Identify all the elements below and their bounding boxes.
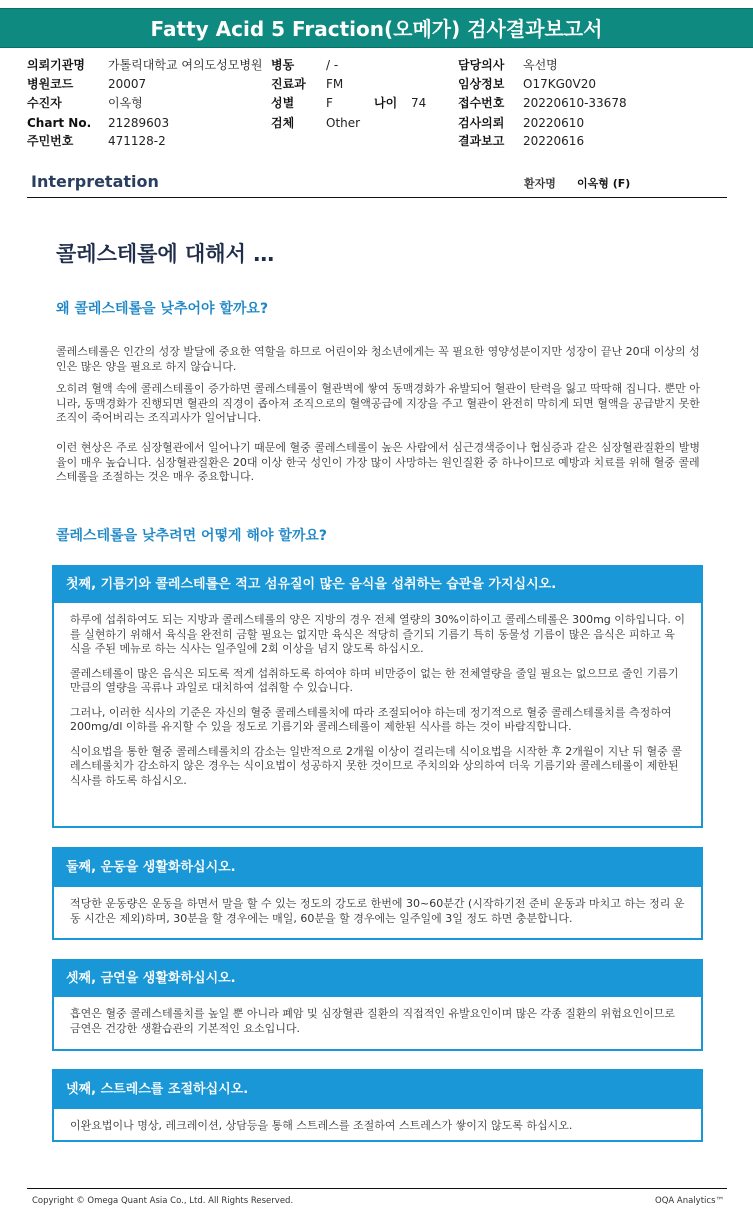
footer-brand: OQA Analytics™ <box>655 1196 724 1206</box>
result-label: 결과보고 <box>458 134 505 148</box>
tip-box-stress-title: 넷째, 스트레스를 조절하십시오. <box>54 1071 701 1109</box>
main-heading: 콜레스테롤에 대해서 … <box>56 242 275 266</box>
section1-heading: 왜 콜레스테롤을 낮추어야 할까요? <box>56 301 269 317</box>
footer-copyright: Copyright © Omega Quant Asia Co., Ltd. All Rights Reserved. <box>32 1196 294 1206</box>
interpretation-header <box>27 172 727 198</box>
sex-value: F <box>326 96 333 110</box>
tip-box-diet-paragraph-4: 식이요법을 통한 혈중 콜레스테롤치의 감소는 일반적으로 2개월 이상이 걸리는데 식이요법을 시작한 후 2개월이 지난 뒤 혈중 콜레스테롤치가 감소하지 않은 경우는 식이요법이 성공하지 못한 것이므로 주치의와 상의하여 더욱 기름기와 콜레스테롤이 제한된 식사를 하도록 하십시오. <box>70 744 682 787</box>
report-title: Fatty Acid 5 Fraction(오메가) 검사결과보고서 <box>0 8 753 48</box>
request-value: 20220610 <box>523 116 585 130</box>
section1-paragraph-2: 오히려 혈액 속에 콜레스테롤이 증가하면 콜레스테롤이 혈관벽에 쌓여 동맥경화가 유발되어 혈관이 탄력을 잃고 딱딱해 집니다. 뿐만 아니라, 동맥경화가 진행되면 혈관의 직경이 좁아져 조직으로의 혈액공급에 지장을 주고 혈관이 완전히 막히게 되면 혈액을 공급받지 못한 조직이 죽어버리는 조직괴사가 일어납니다. <box>56 382 700 424</box>
specimen-label: 검체 <box>271 116 295 130</box>
chart-no-label: Chart No. <box>27 116 92 130</box>
tip-box-diet-paragraph-3: 그러나, 이러한 식사의 기준은 자신의 혈중 콜레스테롤치에 따라 조절되어야 하는데 정기적으로 혈중 콜레스테롤치를 측정하여 200mg/dl 이하를 유지할 수 있을 정도로 기름기와 콜레스테롤이 제한된 식사를 하는 것이 바람직합니다. <box>70 705 672 733</box>
hospital-row <box>27 57 85 73</box>
tip-box-smoking-title: 셋째, 금연을 생활화하십시오. <box>54 961 701 997</box>
tip-box-exercise-paragraph: 적당한 운동량은 운동을 하면서 말을 할 수 있는 정도의 강도로 한번에 30~60분간 (시작하기전 준비 운동과 마치고 하는 정리 운동 시간은 제외)하며, 30분을 할 경우에는 매일, 60분을 할 경우에는 일주일에 3일 정도 하면 충분합니다. <box>70 897 685 925</box>
tip-box-diet-paragraph-1: 하루에 섭취하여도 되는 지방과 콜레스테롤의 양은 지방의 경우 전체 열량의 30%이하이고 콜레스테롤은 300mg 이하입니다. 이를 실현하기 위해서 육식을 완전히 금할 필요는 없지만 육식은 적당히 즐기되 기름기 특히 동물성 기름이 많은 음식은 피하고 육식을 주된 메뉴로 하는 식사는 일주일에 2회 이상을 넘지 않도록 하십시오. <box>70 613 686 655</box>
clinical-value: O17KG0V20 <box>523 77 596 91</box>
doctor-label: 담당의사 <box>458 58 505 72</box>
chart-no-value: 21289603 <box>108 116 170 130</box>
section1-paragraph-1: 콜레스테롤은 인간의 성장 발달에 중요한 역할을 하므로 어린이와 청소년에게는 꼭 필요한 영양성분이지만 성장이 끝난 20대 이상의 성인은 많은 양을 필요로 하지 않습니다. <box>56 345 700 373</box>
dept-label: 진료과 <box>271 77 306 91</box>
interpretation-title: Interpretation <box>31 172 159 191</box>
age-value: 74 <box>411 96 427 110</box>
ward-value: / - <box>326 58 339 72</box>
doctor-value: 옥선명 <box>523 58 558 72</box>
reception-value: 20220610-33678 <box>523 96 627 110</box>
age-label: 나이 <box>374 96 398 110</box>
tip-box-stress <box>52 1069 703 1142</box>
request-label: 검사의뢰 <box>458 116 505 130</box>
hospital-value: 가톨릭대학교 여의도성모병원 <box>108 58 263 72</box>
hospital-label: 의뢰기관명 <box>27 58 85 72</box>
code-value: 20007 <box>108 77 147 91</box>
tip-box-diet <box>52 565 703 828</box>
result-value: 20220616 <box>523 134 585 148</box>
tip-box-stress-paragraph: 이완요법이나 명상, 레크레이션, 상담등을 통해 스트레스를 조절하여 스트레스가 쌓이지 않도록 하십시오. <box>70 1119 573 1132</box>
code-label: 병원코드 <box>27 77 74 91</box>
sex-label: 성별 <box>271 96 295 110</box>
patient-name-label: 환자명 <box>524 177 556 190</box>
clinical-label: 임상정보 <box>458 77 505 91</box>
tip-box-smoking <box>52 959 703 1051</box>
ssn-value: 471128-2 <box>108 134 166 148</box>
patient-name-value: 이옥형 (F) <box>577 177 631 190</box>
ssn-label: 주민번호 <box>27 134 74 148</box>
dept-value: FM <box>326 77 344 91</box>
subject-value: 이옥형 <box>108 96 143 110</box>
ward-label: 병동 <box>271 58 295 72</box>
footer-divider <box>27 1188 727 1189</box>
tip-box-exercise <box>52 847 703 940</box>
reception-label: 접수번호 <box>458 96 505 110</box>
tip-box-smoking-paragraph: 흡연은 혈중 콜레스테롤치를 높일 뿐 아니라 폐암 및 심장혈관 질환의 직접적인 유발요인이며 많은 각종 질환의 위험요인이므로 금연은 건강한 생활습관의 기본적인 요소입니다. <box>70 1007 675 1035</box>
tip-box-diet-title: 첫째, 기름기와 콜레스테롤은 적고 섬유질이 많은 음식을 섭취하는 습관을 가지십시오. <box>54 567 701 603</box>
tip-box-diet-paragraph-2: 콜레스테롤이 많은 음식은 되도록 적게 섭취하도록 하여야 하며 비만증이 없는 한 전체열량을 줄일 필요는 없으므로 줄인 기름기만큼의 열량을 곡류나 과일로 대치하여 섭취할 수 있습니다. <box>70 666 679 694</box>
specimen-value: Other <box>326 116 361 130</box>
section1-paragraph-3: 이런 현상은 주로 심장혈관에서 일어나기 때문에 혈중 콜레스테롤이 높은 사람에서 심근경색증이나 협심증과 같은 심장혈관질환의 발병율이 매우 높습니다. 심장혈관질환은 20대 이상 한국 성인이 가장 많이 사망하는 원인질환 중 하나이므로 예방과 치료를 위해 혈중 콜레스테롤을 조절하는 것은 매우 중요합니다. <box>56 441 701 483</box>
tip-box-exercise-title: 둘째, 운동을 생활화하십시오. <box>54 849 701 887</box>
subject-label: 수진자 <box>27 96 62 110</box>
section2-heading: 콜레스테롤을 낮추려면 어떻게 해야 할까요? <box>56 528 328 544</box>
